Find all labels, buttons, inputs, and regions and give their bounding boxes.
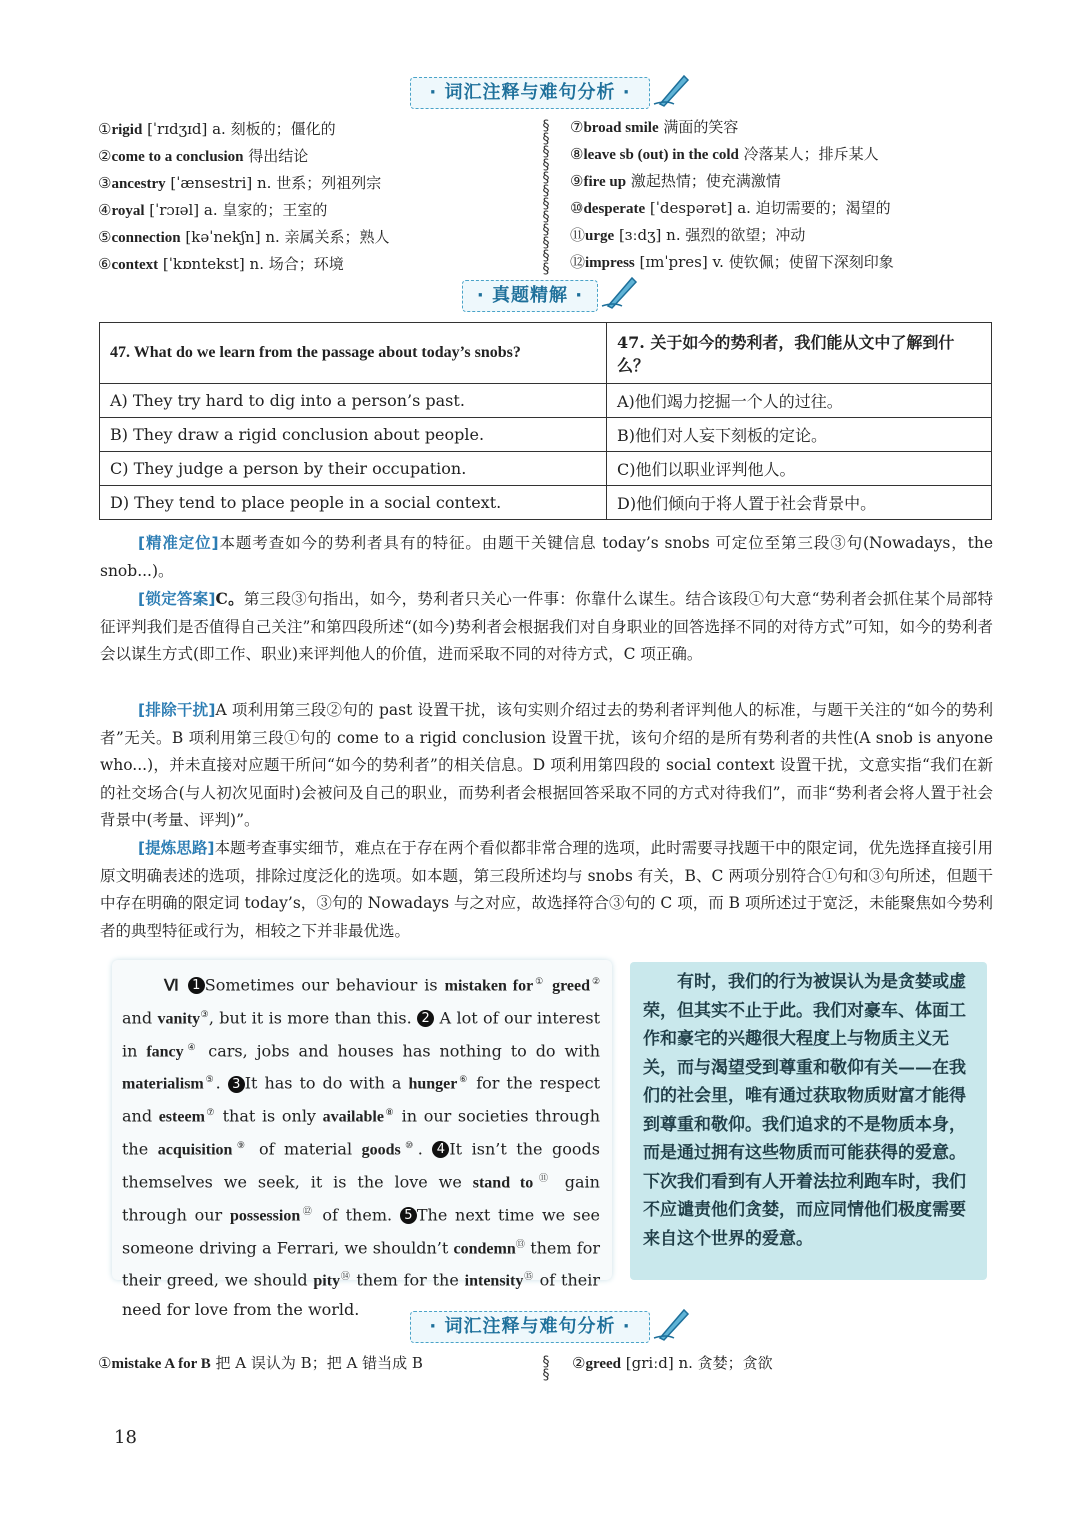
vocab-item: ①mistake A for B 把 A 误认为 B；把 A 错当成 B bbox=[98, 1354, 423, 1372]
vocab-item: ⑥context [ˈkɒntekst] n. 场合；环境 bbox=[98, 255, 344, 273]
table-row bbox=[100, 323, 992, 384]
vocab-item: ⑩desperate [ˈdespərət] a. 迫切需要的；渴望的 bbox=[570, 199, 891, 217]
pen-icon bbox=[600, 272, 640, 310]
wavy-divider: § § § § § § § § § § § § bbox=[542, 118, 550, 277]
option-zh: C)他们以职业评判他人。 bbox=[607, 452, 992, 486]
translation-text: 有时，我们的行为被误认为是贪婪或虚荣，但其实不止于此。我们对豪车、体面工作和豪宅的兴趣很大程度上与物质主义无关，而与渴望受到尊重和敬仰有关——在我们的社会里，唯有通过获取物质财富才能得到尊重和敬仰。我们追求的不是物质本身，而是通过拥有这些物质而可能获得的爱意。下次我们看到有人开着法拉利跑车时，我们不应谴责他们贪婪，而应同情他们极度需要来自这个世界的爱意。 bbox=[643, 972, 966, 1249]
vocab-item: ①rigid [ˈrɪdʒɪd] a. 刻板的；僵化的 bbox=[98, 120, 336, 138]
page-number: 18 bbox=[114, 1427, 137, 1448]
question-table bbox=[99, 322, 992, 520]
vocab-item: ②greed [griːd] n. 贪婪；贪欲 bbox=[572, 1354, 773, 1372]
analysis-strategy: [提炼思路]本题考查事实细节，难点在于存在两个看似都非常合理的选项，此时需要寻找题干中的限定词，优先选择直接引用原文明确表述的选项，排除过度泛化的选项。如本题，第三段所述均与 snobs 有关，B、C 两项分别符合①句和③句所述，但题干中存在明确的限定词 today’s，③句的 Nowadays 与之对应，故选择符合③句的 C 项，而 B 项所述过于宽泛，未能聚焦如今势利者的典型特征或行为，相较之下并非最优选。 bbox=[100, 839, 993, 940]
vocab-item: ⑦broad smile 满面的笑容 bbox=[570, 118, 739, 136]
wavy-divider: § § bbox=[542, 1354, 550, 1383]
vocab-item: ④royal [ˈrɔɪəl] a. 皇家的；王室的 bbox=[98, 201, 328, 219]
vocab-item: ②come to a conclusion 得出结论 bbox=[98, 147, 309, 165]
vocab-item: ⑨fire up 激起热情；使充满激情 bbox=[570, 172, 781, 190]
vocab-list-left bbox=[98, 116, 528, 278]
table-row bbox=[100, 452, 992, 486]
vocab-item: ⑧leave sb (out) in the cold 冷落某人；排斥某人 bbox=[570, 145, 879, 163]
analysis-tag: [精准定位] bbox=[138, 534, 219, 552]
vocab-list-right bbox=[570, 114, 990, 276]
analysis-answer: [锁定答案]C。第三段③句指出，如今，势利者只关心一件事：你靠什么谋生。结合该段①句大意“势利者会抓住某个局部特征评判我们是否值得自己关注”和第四段所述“(如今)势利者会根据我们对自身职业的回答选择不同的对待方式”可知，如今的势利者会以谋生方式(即工作、职业)来评判他人的价值，进而采取不同的对待方式，C 项正确。 bbox=[100, 589, 993, 663]
vocab-item: ⑪urge [ɜːdʒ] n. 强烈的欲望；冲动 bbox=[570, 226, 806, 244]
option-en: D) They tend to place people in a social context. bbox=[100, 486, 607, 520]
vocab-item: ③ancestry [ˈænsestri] n. 世系；列祖列宗 bbox=[98, 174, 382, 192]
vocab-item: ⑫impress [ɪmˈpres] v. 使钦佩；使留下深刻印象 bbox=[570, 253, 894, 271]
option-en: A) They try hard to dig into a person’s past. bbox=[100, 384, 607, 418]
analysis-locate: [精准定位]本题考查如今的势利者具有的特征。由题干关键信息 today’s snobs 可定位至第三段③句(Nowadays，the snob...)。 bbox=[100, 534, 993, 580]
question-en: 47. What do we learn from the passage about today’s snobs? bbox=[100, 323, 607, 384]
option-zh: B)他们对人妄下刻板的定论。 bbox=[607, 418, 992, 452]
table-row bbox=[100, 418, 992, 452]
question-zh: 47. 关于如今的势利者，我们能从文中了解到什么？ bbox=[607, 323, 992, 384]
section-header-vocab: · 词汇注释与难句分析 · bbox=[410, 1311, 650, 1343]
pen-icon bbox=[652, 1304, 692, 1342]
table-row bbox=[100, 486, 992, 520]
table-row bbox=[100, 384, 992, 418]
analysis-exclude: [排除干扰]A 项利用第三段②句的 past 设置干扰，该句实则介绍过去的势利者评判他人的标准，与题干关注的“如今的势利者”无关。B 项利用第三段①句的 come to a rigid conclusion 设置干扰，该句介绍的是所有势利者的共性(A snob is anyone who...)，并未直接对应题干所问“如今的势利者”的相关信息。D 项利用第四段的 social context 设置干扰，文意实指“我们在新的社交场合(与人初次见面时)会被问及自己的职业，而势利者会根据回答采取不同的方式对待我们”，而非“势利者会将人置于社会背景中(考量、评判)”。 bbox=[100, 701, 993, 829]
option-en: B) They draw a rigid conclusion about people. bbox=[100, 418, 607, 452]
analysis-tag: [提炼思路] bbox=[138, 839, 215, 857]
passage-text: Ⅵ 1 Sometimes our behaviour is mistaken for① greed② and vanity③, but it is more than this. 2 A lot of our interest in fancy④ cars, jobs and houses has nothing to do with materialism⑤. 3 It has to do with a hunger⑥ for the respect and esteem⑦ that is only available⑧ in our societies through the acquisition⑨ of material goods⑩. 4 It isn’t the goods themselves we seek, it is the love we stand to⑪ gain through our possession⑫ of them. 5 The next time we see someone driving a Ferrari, we shouldn’t condemn⑬ them for their greed, we should pity⑭ them for the intensity⑮ of their need for love from the world. bbox=[122, 975, 601, 1320]
analysis-tag: [锁定答案] bbox=[138, 590, 216, 608]
option-zh: D)他们倾向于将人置于社会背景中。 bbox=[607, 486, 992, 520]
option-en: C) They judge a person by their occupation. bbox=[100, 452, 607, 486]
option-zh: A)他们竭力挖掘一个人的过往。 bbox=[607, 384, 992, 418]
section-header-exam: · 真题精解 · bbox=[462, 280, 598, 312]
analysis-tag: [排除干扰] bbox=[138, 701, 216, 719]
vocab-item: ⑤connection [kəˈnekʃn] n. 亲属关系；熟人 bbox=[98, 228, 390, 246]
pen-icon bbox=[652, 70, 692, 108]
section-header-vocab: · 词汇注释与难句分析 · bbox=[410, 77, 650, 109]
